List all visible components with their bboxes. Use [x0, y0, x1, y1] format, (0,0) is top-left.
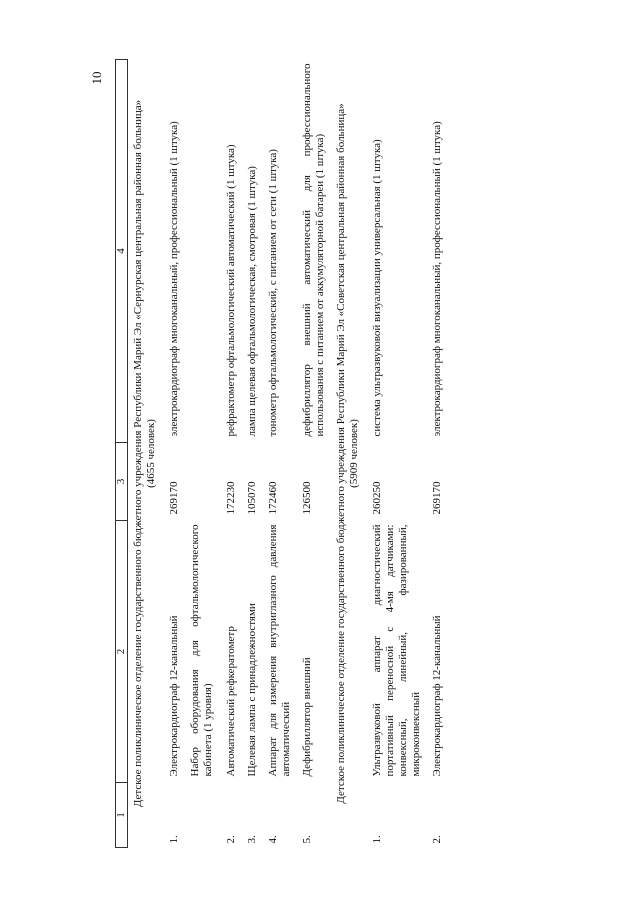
table-row — [164, 60, 185, 848]
section-title: Детское поликлиническое отделение государственного бюджетного учреждения Республики Марий Эл «Советская центральная районная больница» — [335, 103, 347, 804]
table-row — [263, 60, 297, 848]
equipment-description: электрокардиограф многоканальный, профессиональный (1 штука) — [431, 121, 443, 437]
equipment-name: Щелевая лампа с принадлежностями — [246, 603, 258, 777]
row-number: 2. — [225, 835, 237, 844]
equipment-code — [185, 443, 219, 521]
equipment-name: Автоматический рефкератометр — [225, 626, 237, 777]
row-number: 1. — [371, 835, 383, 844]
section-title: Детское поликлиническое отделение государственного бюджетного учреждения Республики Марий Эл «Сернурская центральная районная больница» — [132, 99, 144, 808]
header-col-1: 1 — [116, 783, 128, 848]
section-heading — [331, 60, 367, 848]
equipment-description — [185, 60, 219, 443]
header-col-3: 3 — [116, 443, 128, 521]
equipment-code: 260250 — [371, 481, 383, 515]
equipment-code: 172230 — [225, 481, 237, 515]
row-number: 5. — [301, 835, 313, 844]
row-number: 3. — [246, 835, 258, 844]
equipment-name: Электрокардиограф 12-канальный — [168, 615, 180, 777]
equipment-description: дефибриллятор внешний автоматический для профессионального использования с питанием от аккумуляторной батареи (1 штука) — [301, 63, 326, 437]
equipment-table — [115, 59, 448, 848]
equipment-description: рефрактометр офтальмологический автоматический (1 штука) — [225, 144, 237, 437]
table-row — [427, 60, 448, 848]
row-number: 2. — [431, 835, 443, 844]
section-population: (5909 человек) — [348, 419, 360, 488]
equipment-name: Ультразвуковой аппарат диагностический портативный переносной с 4-мя датчиками: конвексный, линейный, фазированный, микроконвексный — [371, 524, 422, 777]
header-col-2: 2 — [116, 521, 128, 783]
equipment-table-page — [115, 60, 600, 848]
header-col-4: 4 — [116, 60, 128, 443]
equipment-name: Дефибриллятор внешний — [301, 657, 313, 777]
table-row — [219, 60, 242, 848]
equipment-description: лампа щелевая офтальмологическая, смотровая (1 штука) — [246, 166, 258, 437]
table-row — [367, 60, 427, 848]
equipment-code: 126500 — [301, 481, 313, 515]
section-heading — [128, 60, 165, 848]
equipment-description: электрокардиограф многоканальный, профессиональный (1 штука) — [168, 121, 180, 437]
table-row — [297, 60, 331, 848]
table-row — [185, 60, 219, 848]
row-number: 4. — [267, 835, 279, 844]
section-population: (4655 человек) — [145, 419, 157, 488]
equipment-code: 269170 — [168, 481, 180, 515]
table-row — [242, 60, 263, 848]
equipment-code: 172460 — [267, 481, 279, 515]
equipment-description: система ультразвуковой визуализации универсальная (1 штука) — [371, 139, 383, 437]
equipment-name: Набор оборудования для офтальмологического кабинета (1 уровня) — [189, 524, 214, 777]
page-number: 10 — [89, 71, 104, 85]
row-number: 1. — [168, 835, 180, 844]
equipment-code: 105070 — [246, 481, 258, 515]
equipment-description: тонометр офтальмологический, с питанием от сети (1 штука) — [267, 149, 279, 437]
equipment-name: Аппарат для измерения внутриглазного давления автоматический — [267, 524, 292, 777]
equipment-code: 269170 — [431, 481, 443, 515]
equipment-name: Электрокардиограф 12-канальный — [431, 615, 443, 777]
header-row — [116, 60, 128, 848]
row-number — [185, 783, 219, 848]
